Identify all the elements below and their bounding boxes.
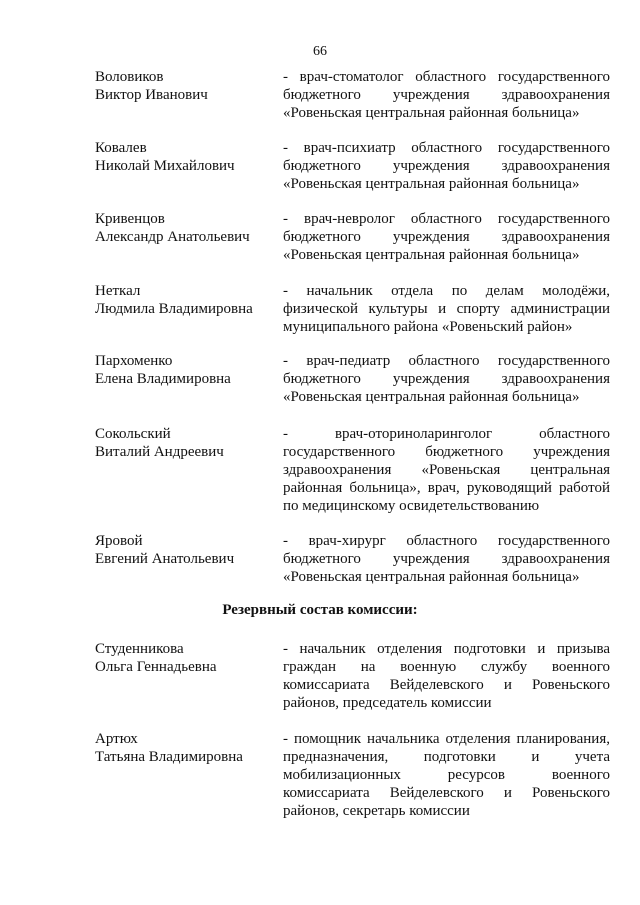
member-surname: Сокольский xyxy=(95,426,171,442)
member-description: - врач-стоматолог областного государственного бюджетного учреждения здравоохранения «Ровеньская центральная районная больница» xyxy=(283,69,610,121)
member-given-name: Александр Анатольевич xyxy=(95,229,250,245)
member-name xyxy=(95,139,275,175)
member-given-name: Виталий Андреевич xyxy=(95,444,224,460)
member-surname: Воловиков xyxy=(95,69,164,85)
member-description: - начальник отделения подготовки и призыва граждан на военную службу военного комиссариата Вейделевского и Ровеньского районов, председатель комиссии xyxy=(283,641,610,711)
member-name xyxy=(95,730,275,766)
member-description: - врач-оториноларинголог областного государственного бюджетного учреждения здравоохранения «Ровеньская центральная районная больница», врач, руководящий работой по медицинскому освидетельствованию xyxy=(283,426,610,514)
member-surname: Артюх xyxy=(95,731,138,747)
member-name xyxy=(95,210,275,246)
member-given-name: Татьяна Владимировна xyxy=(95,749,243,765)
member-description: - начальник отдела по делам молодёжи, физической культуры и спорту администрации муниципального района «Ровеньский район» xyxy=(283,283,610,335)
reserve-section-title: Резервный состав комиссии: xyxy=(222,602,418,618)
member-surname: Кривенцов xyxy=(95,211,165,227)
page-number: 66 xyxy=(313,44,327,59)
member-surname: Неткал xyxy=(95,283,141,299)
member-given-name: Ольга Геннадьевна xyxy=(95,659,217,675)
member-description: - врач-хирург областного государственного бюджетного учреждения здравоохранения «Ровеньская центральная районная больница» xyxy=(283,533,610,585)
member-name xyxy=(95,352,275,388)
member-surname: Студенникова xyxy=(95,641,184,657)
member-given-name: Николай Михайлович xyxy=(95,158,235,174)
member-name xyxy=(95,640,275,676)
member-given-name: Евгений Анатольевич xyxy=(95,551,235,567)
member-description: - врач-невролог областного государственного бюджетного учреждения здравоохранения «Ровеньская центральная районная больница» xyxy=(283,211,610,263)
member-name xyxy=(95,282,275,318)
member-description: - врач-педиатр областного государственного бюджетного учреждения здравоохранения «Ровеньская центральная районная больница» xyxy=(283,353,610,405)
member-given-name: Елена Владимировна xyxy=(95,371,231,387)
member-given-name: Людмила Владимировна xyxy=(95,301,253,317)
member-given-name: Виктор Иванович xyxy=(95,87,208,103)
member-surname: Пархоменко xyxy=(95,353,173,369)
member-surname: Ковалев xyxy=(95,140,147,156)
member-description: - помощник начальника отделения планирования, предназначения, подготовки и учета мобилизационных ресурсов военного комиссариата Вейделевского и Ровеньского районов, секретарь комиссии xyxy=(283,731,610,819)
member-name xyxy=(95,68,275,104)
member-name xyxy=(95,532,275,568)
member-description: - врач-психиатр областного государственного бюджетного учреждения здравоохранения «Ровеньская центральная районная больница» xyxy=(283,140,610,192)
member-surname: Яровой xyxy=(95,533,143,549)
member-name xyxy=(95,425,275,461)
